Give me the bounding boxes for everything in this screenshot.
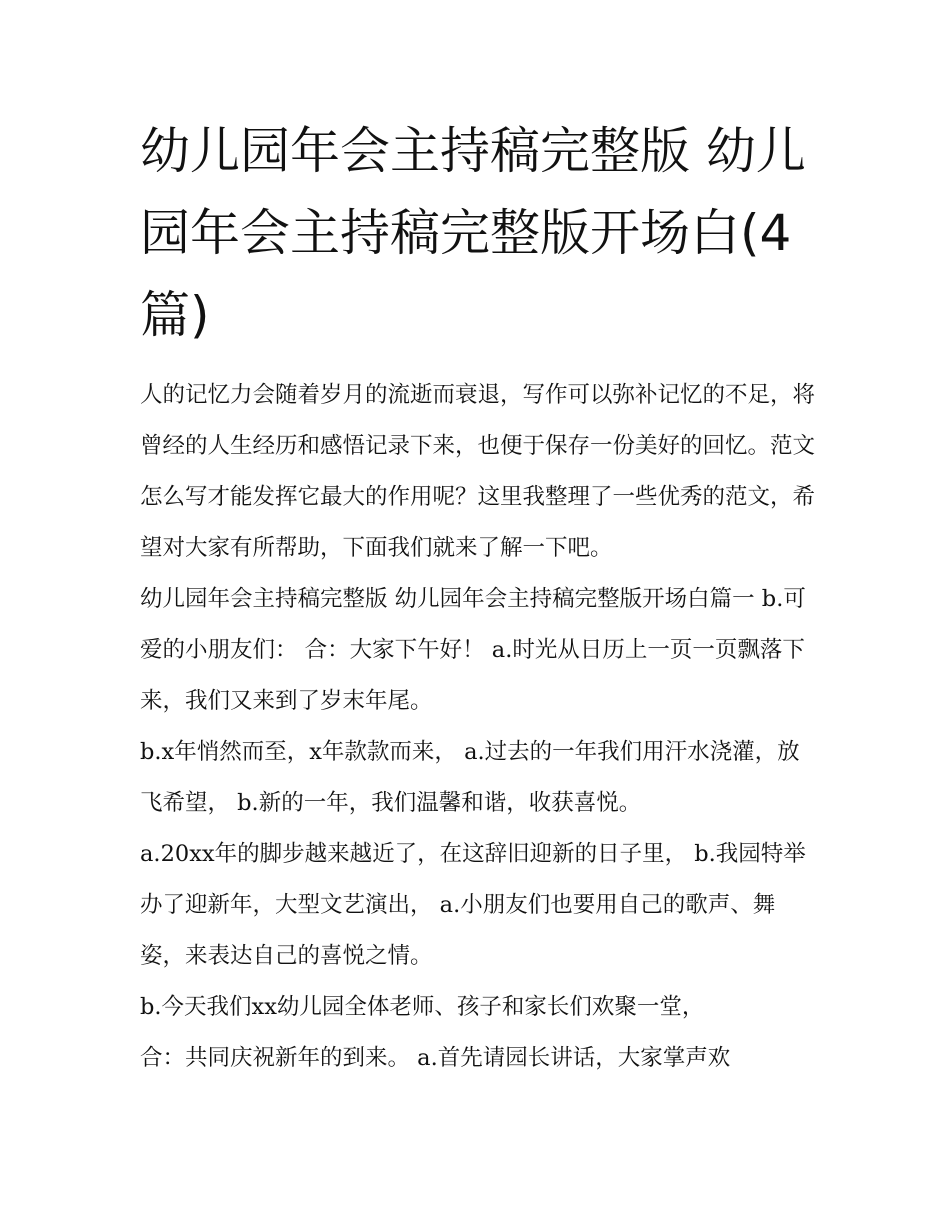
body-paragraph-1: 幼儿园年会主持稿完整版 幼儿园年会主持稿完整版开场白篇一 b.可爱的小朋友们： 合：大家下午好！ a.时光从日历上一页一页飘落下来，我们又来到了岁末年尾。 [140,586,806,714]
body-paragraph-2: b.x年悄然而至，x年款款而来， a.过去的一年我们用汗水浇灌，放飞希望， b.新的一年，我们温馨和谐，收获喜悦。 [140,739,800,816]
body-paragraph-4: b.今天我们xx幼儿园全体老师、孩子和家长们欢聚一堂， [140,994,705,1020]
intro-paragraph: 人的记忆力会随着岁月的流逝而衰退，写作可以弥补记忆的不足，将曾经的人生经历和感悟记录下来，也便于保存一份美好的回忆。范文怎么写才能发挥它最大的作用呢？这里我整理了一些优秀的范文，希望对大家有所帮助，下面我们就来了解一下吧。 [140,382,816,561]
body-paragraph-5: 合：共同庆祝新年的到来。 a.首先请园长讲话，大家掌声欢 [140,1045,731,1071]
body-paragraph-3: a.20xx年的脚步越来越近了，在这辞旧迎新的日子里， b.我园特举办了迎新年，大型文艺演出， a.小朋友们也要用自己的歌声、舞姿，来表达自己的喜悦之情。 [140,841,806,969]
document-title: 幼儿园年会主持稿完整版 幼儿园年会主持稿完整版开场白(4篇) [140,122,806,344]
document-page [140,110,816,1084]
